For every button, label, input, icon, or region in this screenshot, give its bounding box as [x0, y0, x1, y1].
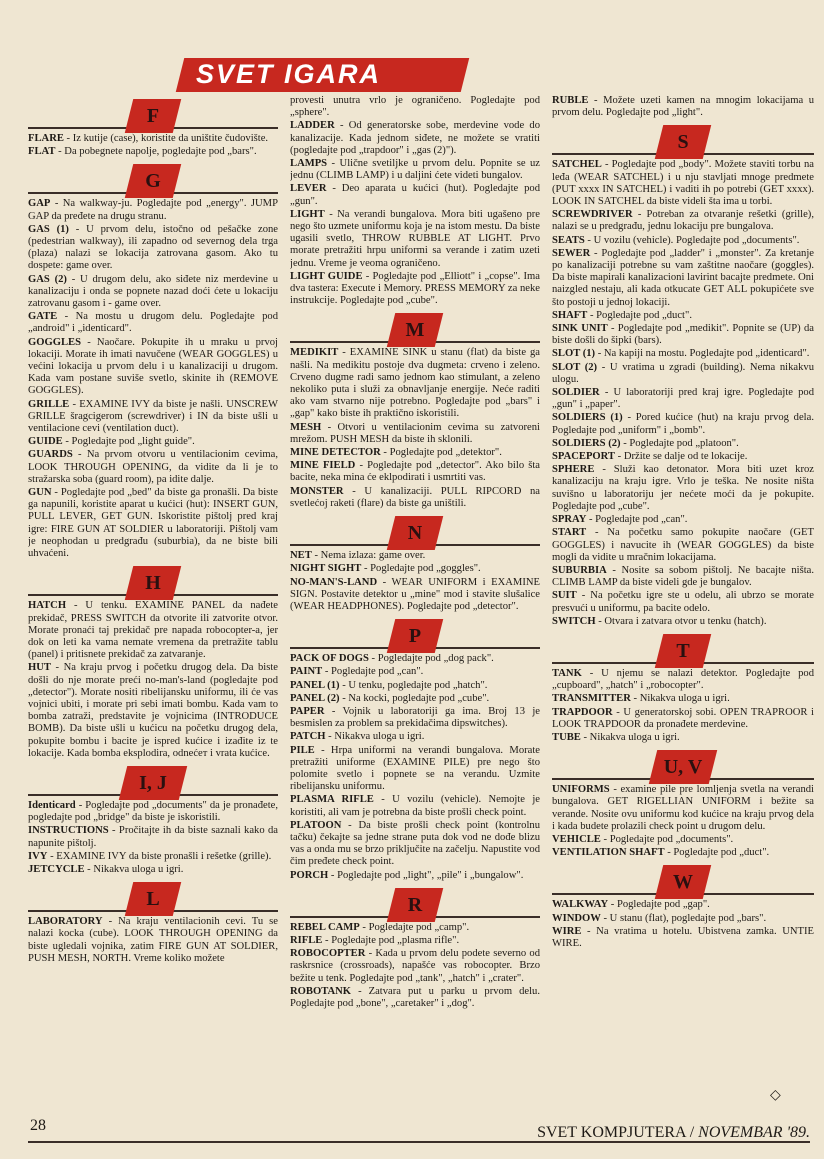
glossary-entry	[552, 693, 814, 705]
glossary-entry	[290, 209, 540, 270]
entry-text: - Na vratima u hotelu. Ubistvena zamka. UNTIE WIRE.	[552, 925, 814, 949]
entry-term: LEVER	[290, 183, 327, 195]
glossary-entry	[28, 600, 278, 661]
entry-term: SATCHEL	[552, 159, 602, 171]
entry-text: - Vojnik u laboratoriji ga ima. Broj 13 je besmislen za problem sa prekidačima dipswitches).	[290, 705, 540, 730]
glossary-entry	[28, 449, 278, 486]
entry-term: PILE	[290, 744, 315, 756]
entry-text: - Pročitajte ih da biste saznali kako da napunite pištolj.	[28, 825, 278, 849]
issue-date: NOVEMBAR '89.	[698, 1124, 810, 1141]
glossary-entry	[552, 464, 814, 513]
entry-text: - Ulične svetiljke u prvom delu. Popnite se uz jednu (CLIMB LAMP) i u daljini ćete videti bungalov.	[290, 158, 540, 182]
entry-term: LIGHT	[290, 208, 325, 220]
glossary-entry	[290, 158, 540, 182]
glossary-entry	[552, 412, 814, 436]
glossary-section	[290, 619, 540, 882]
entry-text: - Da pobegnete napolje, pogledajte pod „bars".	[55, 146, 257, 158]
glossary-section	[290, 95, 540, 307]
magazine-name: SVET KOMPJUTERA	[537, 1124, 686, 1141]
glossary-entry	[552, 565, 814, 589]
glossary-entry	[552, 248, 814, 309]
letter-marker	[290, 619, 540, 653]
glossary-section	[28, 99, 278, 158]
glossary-entry	[290, 680, 540, 692]
glossary-entry	[552, 913, 814, 925]
entry-term: NIGHT SIGHT	[290, 563, 362, 575]
entry-term: JETCYCLE	[28, 863, 85, 875]
entry-text: - Možete uzeti kamen na mnogim lokacijama u prvom delu. Pogledajte pod „light".	[552, 95, 814, 119]
glossary-entry	[290, 948, 540, 985]
entry-text: - Pogledajte pod „medikit". Popnite se (UP) da biste došli do šipki (bars).	[552, 323, 814, 347]
section-letter: U, V	[663, 756, 703, 779]
glossary-entry	[552, 323, 814, 347]
entry-term: FLARE	[28, 133, 64, 144]
glossary-entry	[28, 198, 278, 222]
letter-marker	[28, 164, 278, 198]
glossary-section	[552, 865, 814, 950]
entry-text: - Na mostu u drugom delu. Pogledajte pod „android" i „identicard".	[28, 311, 278, 335]
entry-term: UNIFORMS	[552, 784, 610, 796]
glossary-entry	[28, 487, 278, 560]
entry-text: - Iz kutije (case), koristite da uništite čudovište.	[63, 133, 269, 144]
glossary-entry	[28, 916, 278, 965]
letter-marker	[28, 766, 278, 800]
glossary-entry	[552, 514, 814, 526]
entry-term: LABORATORY	[28, 916, 103, 928]
entry-term: Identicard	[28, 799, 76, 811]
entry-text: - Pogledajte pod „duct".	[587, 309, 692, 321]
entry-text: - Pogledajte pod „gap".	[608, 899, 710, 911]
entry-text: - U tenku, pogledajte pod „hatch".	[339, 679, 488, 691]
glossary-entry	[552, 95, 814, 119]
entry-text: - Kada u prvom delu podete severno od raskrsnice (crossroads), napašće vas robocopter. Brzo bežite u tenk. Pogledajte pod „tank", „hatch" i „crater".	[290, 948, 540, 984]
glossary-section	[552, 750, 814, 859]
entry-text: - Deo aparata u kućici (hut). Pogledajte pod „gun".	[290, 183, 540, 207]
entry-text: - U njemu se nalazi detektor. Pogledajte pod „cupboard", „hatch" i „robocopter".	[552, 667, 814, 692]
letter-marker	[290, 516, 540, 550]
entry-text: - Pogledajte pod „bed" da biste ga pronašli. Da biste ga napunili, koristite aparat u kućici (hut): INSERT GUN, PULL LEVER, GET GUN. Iskoristite pištolj pred kraj igre: FIRE GUN AT SOLDIER u laboratoriji. Pištolj vam je neophodan u predgrađu (suburbia), da ne biste bili uhvaćeni.	[28, 487, 278, 560]
glossary-section	[552, 125, 814, 628]
entry-text: - Pogledajte pod „documents".	[600, 833, 734, 845]
entry-term: GOGGLES	[28, 336, 81, 348]
glossary-section	[290, 313, 540, 510]
entry-text: - Pogledajte pod „documents" da je pronađete, pogledajte pod „bridge" da biste je iskoristili.	[28, 799, 278, 824]
column-2	[290, 95, 540, 1110]
glossary-entry	[290, 486, 540, 510]
entry-term: GUARDS	[28, 449, 73, 461]
column-1	[28, 95, 278, 1110]
glossary-entry	[290, 563, 540, 575]
glossary-entry	[552, 310, 814, 322]
entry-term: SLOT (2)	[552, 361, 598, 373]
entry-term: TUBE	[552, 731, 581, 743]
entry-text: - Pogledajte pod „can".	[586, 514, 688, 526]
entry-term: TRAPDOOR	[552, 706, 613, 718]
entry-text: - Pogledajte pod „camp".	[359, 921, 470, 933]
letter-marker	[290, 888, 540, 922]
entry-term: SOLDIER	[552, 387, 600, 399]
entry-text: - Pogledajte pod „can".	[322, 666, 424, 678]
entry-term: SHAFT	[552, 309, 588, 321]
glossary-section	[28, 882, 278, 965]
letter-marker	[552, 125, 814, 159]
glossary-entry	[290, 460, 540, 484]
glossary-entry	[552, 209, 814, 233]
entry-text: - Na kraju prvog i početku drugog dela. Da biste došli do nje morate preći no-man's-land (pogledajte pod „detector"). Morate nositi ribelijansku uniformu, ili će vas vojnici ubiti, i morate pri sebi imati bombu. Kada vam to bomba zatraži, predstavite je vojnicima (INTRODUCE BOMB). Da biste ušli u kućicu na početku drugog dela, pokupite bombu i bacite je ispred kućice i izađite iz te lokacije. Kada bomba eksplodira, odnećeт i vrata kućice.	[28, 662, 278, 759]
glossary-entry	[552, 348, 814, 360]
entry-term: PACK OF DOGS	[290, 653, 369, 665]
section-letter: R	[407, 893, 423, 916]
glossary-entry	[290, 794, 540, 818]
entry-text: - U generatorskoj sobi. OPEN TRAPROOR i LOOK TRAPDOOR da pronađete merdevine.	[552, 706, 814, 730]
section-letter: P	[408, 625, 422, 648]
section-letter: S	[677, 131, 689, 154]
glossary-entry	[290, 693, 540, 705]
entry-term: REBEL CAMP	[290, 921, 360, 933]
glossary-entry	[552, 707, 814, 731]
glossary-section	[28, 766, 278, 876]
entry-text: - Služi kao detonator. Mora biti uzet kroz kanalizaciju na kraju igre. Vrlo je teška. Ne nosite ništa suvišno u laboratoriju jer nećete moći da je pokupite. Pogledajte pod „cube".	[552, 464, 814, 512]
entry-term: GAS (1)	[28, 223, 69, 235]
entry-term: PATCH	[290, 731, 326, 743]
entry-text: - WEAR UNIFORM i EXAMINE SIGN. Postavite detektor u „mine" mod i stavite slušalice (WEAR HEADPHONES). Pogledajte pod „detector".	[290, 576, 540, 612]
glossary-section	[28, 566, 278, 760]
glossary-section	[28, 164, 278, 560]
entry-term: PAPER	[290, 705, 325, 717]
entry-text: - Pogledajte pod „platoon".	[620, 437, 739, 449]
entry-term: GUIDE	[28, 436, 63, 448]
section-letter: M	[405, 319, 425, 342]
glossary-section	[290, 888, 540, 1010]
entry-text: - EXAMINE IVY da biste pronašli i rešetke (grille).	[47, 850, 272, 862]
entry-text: - Da biste prošli check point (kontrolnu tačku) čekajte sa jedne strane puta dok vod ne dođe blizu vas a onda mu se brzo priključite na začelju. Napustite vod čim pređete check point.	[290, 819, 540, 868]
glossary-entry	[290, 870, 540, 882]
glossary-entry	[290, 347, 540, 420]
glossary-section	[552, 634, 814, 744]
entry-term: LAMPS	[290, 158, 328, 170]
glossary-entry	[290, 731, 540, 743]
entry-term: RIFLE	[290, 934, 323, 946]
end-mark-icon: ◇	[770, 1088, 781, 1103]
glossary-entry	[28, 851, 278, 863]
entry-term: PANEL (2)	[290, 692, 340, 704]
glossary-entry	[290, 706, 540, 730]
glossary-entry	[28, 146, 278, 158]
glossary-entry	[290, 577, 540, 614]
entry-term: SEWER	[552, 247, 591, 259]
entry-term: START	[552, 527, 587, 539]
glossary-entry	[552, 451, 814, 463]
glossary-entry	[290, 820, 540, 869]
entry-text: - Nosite sa sobom pištolj. Ne bacajte ništa. CLIMB LAMP da biste videli gde je bungalov.	[552, 564, 814, 589]
glossary-entry	[552, 159, 814, 208]
glossary-entry	[552, 732, 814, 744]
entry-text: - U laboratoriji pred kraj igre. Pogledajte pod „gun" i „paper".	[552, 387, 814, 411]
footer-rule	[28, 1141, 810, 1143]
glossary-entry	[552, 847, 814, 859]
glossary-entry	[290, 447, 540, 459]
section-letter: L	[146, 888, 160, 911]
glossary-entry	[290, 271, 540, 308]
entry-term: SCREWDRIVER	[552, 209, 633, 221]
entry-text: - Na kocki, pogledajte pod „cube".	[339, 692, 490, 704]
entry-text: - EXAMINE SINK u stanu (flat) da biste ga našli. Na medikitu postoje dva dugmeta: crveno i zeleno. Crveno dugme radi samo jednom kao stimulant, a zeleno nekoliko puta i služi za obnavljanje energije. Neće raditi ako vam stvarno nije potrebno. Pogledajte pod „bars" i „gap" kako biste ih praktično iskoristili.	[290, 347, 540, 420]
entry-text: - Pogledajte pod „duct".	[664, 847, 770, 859]
glossary-entry	[28, 864, 278, 876]
glossary-entry	[290, 120, 540, 157]
entry-term: PORCH	[290, 869, 329, 881]
entry-term: MINE DETECTOR	[290, 447, 381, 459]
glossary-entry	[28, 800, 278, 824]
letter-marker	[552, 634, 814, 668]
glossary-entry	[552, 616, 814, 628]
glossary-entry	[290, 922, 540, 934]
entry-term: HATCH	[28, 600, 67, 612]
glossary-entry	[290, 550, 540, 562]
entry-term: SINK UNIT	[552, 323, 608, 335]
letter-marker	[28, 99, 278, 133]
glossary-entry	[290, 935, 540, 947]
glossary-section	[290, 516, 540, 613]
glossary-entry	[552, 668, 814, 692]
letter-marker	[290, 313, 540, 347]
glossary-entry	[28, 399, 278, 436]
entry-text: - U tenku. EXAMINE PANEL da nađete prekidač, PRESS SWITCH da otvorite ili zatvorite otvor. Morate pronaći taj prekidač pre napada robocopter-a, jer dok on leti ka vama nemate vremena da pretražite tablu (panel) i pritisnete prekidač za zatvaranje.	[28, 600, 278, 661]
entry-text: - Pogledajte pod „Elliott" i „copse". Ima dva tastera: Execute i Memory. PRESS MEMORY za neke instrukcije. Pogledajte pod „cube".	[290, 270, 540, 307]
entry-text: - Pogledajte pod „detektor".	[380, 447, 502, 459]
entry-term: NET	[290, 550, 312, 562]
page-title: SVET IGARA	[196, 59, 382, 89]
entry-term: SWITCH	[552, 615, 596, 627]
entry-text: - U vozilu (vehicle). Nemojte je koristiti, ali vam je potrebna da biste prošli check point.	[290, 794, 540, 818]
entry-term: PLATOON	[290, 819, 342, 831]
glossary-entry	[28, 662, 278, 760]
entry-term: WIRE	[552, 925, 582, 937]
glossary-entry	[28, 274, 278, 311]
entry-term: GAP	[28, 198, 51, 210]
entry-text: - Nema izlaza: game over.	[311, 550, 426, 562]
column-3	[552, 95, 814, 1110]
glossary-entry	[290, 653, 540, 665]
letter-marker	[552, 865, 814, 899]
entry-text: - Pogledajte pod „body". Možete staviti torbu na leđa (WEAR SATCHEL) i u nju stavljati mnoge predmete (PUT xxxx IN SATCHEL) i vaditi ih po potrebi (GET xxxx). LOOK IN SATCHEL da biste videli šta ima u torbi.	[552, 159, 814, 208]
page-number: 28	[30, 1117, 46, 1134]
entry-term: LIGHT GUIDE	[290, 270, 363, 282]
entry-term: ROBOCOPTER	[290, 948, 366, 960]
entry-text: - U drugom delu, ako siđete niz merdevine u kanalizaciju i onda se popnete nazad doći ćete u lokaciju zatrovanu gasom i - game over.	[28, 273, 278, 310]
entry-term: GUN	[28, 487, 52, 499]
entry-term: WALKWAY	[552, 899, 609, 911]
entry-text: - Na kapiji na mostu. Pogledajte pod „identicard".	[595, 348, 810, 360]
glossary-entry	[552, 899, 814, 911]
section-letter: N	[407, 522, 423, 545]
glossary-entry	[28, 436, 278, 448]
letter-marker	[552, 750, 814, 784]
glossary-entry	[290, 986, 540, 1010]
entry-text: provesti unutra vrlo je ograničeno. Pogledajte pod „sphere".	[290, 95, 540, 119]
entry-text: - Naočare. Pokupite ih u mraku u prvoj lokaciji. Morate ih imati navučene (WEAR GOGGLES) u većini lokacija u prvom delu i u kanalizaciji u drugom. Kada vam postane suviše svetlo, skinite ih (REMOVE GOGGLES).	[28, 336, 278, 397]
entry-term: PLASMA RIFLE	[290, 794, 374, 806]
entry-term: VENTILATION SHAFT	[552, 847, 665, 859]
entry-text: - Nikakva uloga u igri.	[325, 731, 425, 743]
entry-term: TANK	[552, 667, 582, 679]
entry-term: SPHERE	[552, 464, 595, 476]
entry-term: RUBLE	[552, 95, 589, 106]
entry-text: - Pogledajte pod „light guide".	[62, 436, 195, 448]
entry-text: - EXAMINE IVY da biste je našli. UNSCREW GRILLE šragcigerom (screwdriver) i IN da biste ušli u ventilacione cevi (ventilation duct).	[28, 398, 278, 435]
glossary-entry	[28, 825, 278, 849]
footer-magazine	[537, 1124, 810, 1142]
entry-text: - Otvori u ventilacionim cevima su zatvoreni mrežom. PUSH MESH da biste ih sklonili.	[290, 421, 540, 445]
glossary-entry	[552, 834, 814, 846]
glossary-entry	[28, 133, 278, 145]
glossary-entry	[28, 337, 278, 398]
entry-text: - Nikakva uloga u igri.	[630, 693, 730, 705]
glossary-entry	[552, 438, 814, 450]
glossary-entry	[290, 422, 540, 446]
letter-marker	[28, 566, 278, 600]
letter-marker	[28, 882, 278, 916]
glossary-entry	[552, 784, 814, 833]
entry-text: - Pogledajte pod „light", „pile" i „bungalow".	[328, 869, 524, 881]
glossary-entry	[552, 926, 814, 950]
glossary-entry	[290, 183, 540, 207]
entry-text: - U vozilu (vehicle). Pogledajte pod „documents".	[584, 234, 800, 246]
entry-text: - Pogledajte pod „plasma rifle".	[322, 934, 460, 946]
entry-text: - Na verandi bungalova. Mora biti ugašeno pre nego što uzmete uniformu koja je na istom mestu. Da biste ugasili svetlo, THROW RUBBLE AT LIGHT. Prvo morate pretražiti hrpu uniformi sa verande i zatim uzeti jednu. Vreme je veoma ograničeno.	[290, 208, 540, 269]
entry-term: SEATS	[552, 234, 585, 246]
entry-text: - Potreban za otvaranje rešetki (grille), nalazi se u predgrađu, jednu lokaciju pre bungalova.	[552, 209, 814, 233]
entry-term: IVY	[28, 850, 48, 862]
entry-term: SPRAY	[552, 514, 587, 526]
entry-term: SOLDIERS (1)	[552, 412, 623, 424]
section-letter: I, J	[139, 771, 167, 794]
entry-term: VEHICLE	[552, 833, 601, 845]
entry-text: - Nikakva uloga u igri.	[84, 863, 184, 875]
glossary-section	[552, 95, 814, 119]
glossary-entry	[552, 362, 814, 386]
glossary-entry	[290, 666, 540, 678]
glossary-entry	[552, 527, 814, 564]
entry-term: FLAT	[28, 146, 56, 158]
entry-term: PANEL (1)	[290, 679, 340, 691]
entry-text: - Hrpa uniformi na verandi bungalova. Morate pretražiti uniforme (EXAMINE PILE) pre nego što polomite svetlo i popnete se na verandu. Uzmite ribelijansku uniformu.	[290, 744, 540, 793]
entry-text: - Na kraju ventilacionih cevi. Tu se nalazi kocka (cube). LOOK THROUGH OPENING da biste ugledali vojnika, zatim FIRE GUN AT SOLDIER, PUSH MESH, NORTH. Vreme koliko možete	[28, 916, 278, 964]
entry-term: SUIT	[552, 590, 577, 602]
section-letter: T	[676, 639, 690, 662]
entry-text: - Pogledajte pod „goggles".	[361, 563, 481, 575]
entry-term: PAINT	[290, 666, 323, 678]
entry-text: - Na početku igre ste u odelu, ali ubrzo se morate presvući u uniformu, pa bacite odelo.	[552, 590, 814, 614]
entry-term: TRANSMITTER	[552, 693, 631, 705]
entry-term: NO-MAN'S-LAND	[290, 576, 378, 588]
glossary-entry	[552, 235, 814, 247]
entry-term: SUBURBIA	[552, 564, 607, 576]
entry-term: MINE FIELD	[290, 460, 356, 472]
entry-text: - U prvom delu, istočno od pešačke zone (pedestrian walkway), ili zapadno od severnog dela trga (plaza) nalazi se lokacija zatrovana gasom. Ako tu dospete: game over.	[28, 223, 278, 272]
glossary-entry	[28, 311, 278, 335]
entry-term: GAS (2)	[28, 273, 67, 285]
entry-text: - U kanalizaciji. PULL RIPCORD na svetlećoj raketi (flare) da biste ga uništili.	[290, 485, 540, 509]
entry-text: - Pogledajte pod „dog pack".	[368, 653, 494, 665]
section-letter: H	[145, 572, 161, 595]
entry-text: - Zatvara put u parku u prvom delu. Pogledajte pod „bone", „caretaker" i „dog".	[290, 985, 540, 1009]
entry-term: LADDER	[290, 120, 335, 132]
glossary-entry	[290, 745, 540, 794]
entry-text: - Na walkway-ju. Pogledajte pod „energy". JUMP GAP da pređete na drugu stranu.	[28, 198, 278, 222]
glossary-entry	[552, 387, 814, 411]
section-letter: W	[673, 871, 693, 894]
entry-text: - U vratima u zgradi (building). Nema nikakvu ulogu.	[552, 361, 814, 385]
entry-term: MONSTER	[290, 485, 344, 497]
section-letter: F	[146, 105, 160, 127]
entry-text: - examine pile pre lomljenja svetla na verandi bungalova. GET RIGELLIAN UNIFORM i bežite sa verande. Nosite ovu uniformu kod kućice na kraju prvog dela i kada budete prolazili check point u drugom delu.	[552, 784, 814, 832]
entry-text: - Na početku samo pokupite naočare (GET GOGGLES) i navucite ih (WEAR GOGGLES) da biste mogli da vidite u mračnim lokacijama.	[552, 527, 814, 563]
entry-term: SPACEPORT	[552, 451, 615, 463]
glossary-entry	[28, 224, 278, 273]
entry-text: - Pored kućice (hut) na kraju prvog dela. Pogledajte pod „uniform" i „bomb".	[552, 412, 814, 436]
entry-text: - Otvara i zatvara otvor u tenku (hatch).	[595, 615, 767, 627]
footer-separator: /	[685, 1124, 699, 1141]
entry-term: ROBOTANK	[290, 985, 352, 997]
entry-term: GATE	[28, 311, 58, 323]
section-letter: G	[145, 170, 161, 193]
entry-text: - Nikakva uloga u igri.	[580, 731, 680, 743]
entry-text: - Od generatorske sobe, merdevine vode do kanalizacije. Kada jednom siđete, ne možete se vratiti (pogledajte pod „trapdoor" i „gas (2)").	[290, 120, 540, 156]
entry-term: GRILLE	[28, 398, 70, 410]
entry-text: - Držite se dalje od te lokacije.	[615, 451, 748, 463]
entry-term: INSTRUCTIONS	[28, 825, 109, 837]
entry-text: - Na prvom otvoru u ventilacionim cevima, LOOK THROUGH OPENING, da vidite da li je to stražarska soba (guard room), pa idite dalje.	[28, 449, 278, 485]
entry-term: SOLDIERS (2)	[552, 437, 621, 449]
entry-term: WINDOW	[552, 912, 601, 924]
entry-term: SLOT (1)	[552, 348, 596, 360]
entry-term: MEDIKIT	[290, 347, 339, 359]
glossary-entry	[552, 590, 814, 614]
entry-text: - U stanu (flat), pogledajte pod „bars".	[600, 912, 767, 924]
entry-term: MESH	[290, 421, 322, 433]
entry-text: - Pogledajte pod „ladder" i „monster". Za kretanje po kanalizaciji potrebne su vam zaštitne naočare (goggles). Da biste mapirali kanalizacioni lavirint bacajte predmete. Oni naizgled nestaju, ali kada otkucate GET ALL pokupićete sve što postoji u jednoj lokaciji.	[552, 247, 814, 308]
glossary-entry	[290, 95, 540, 119]
entry-text: - Pogledajte pod „detector". Ako bilo šta bacite, neka mina će eklpodirati i usmrtiti vas.	[290, 460, 540, 484]
entry-term: HUT	[28, 662, 51, 674]
